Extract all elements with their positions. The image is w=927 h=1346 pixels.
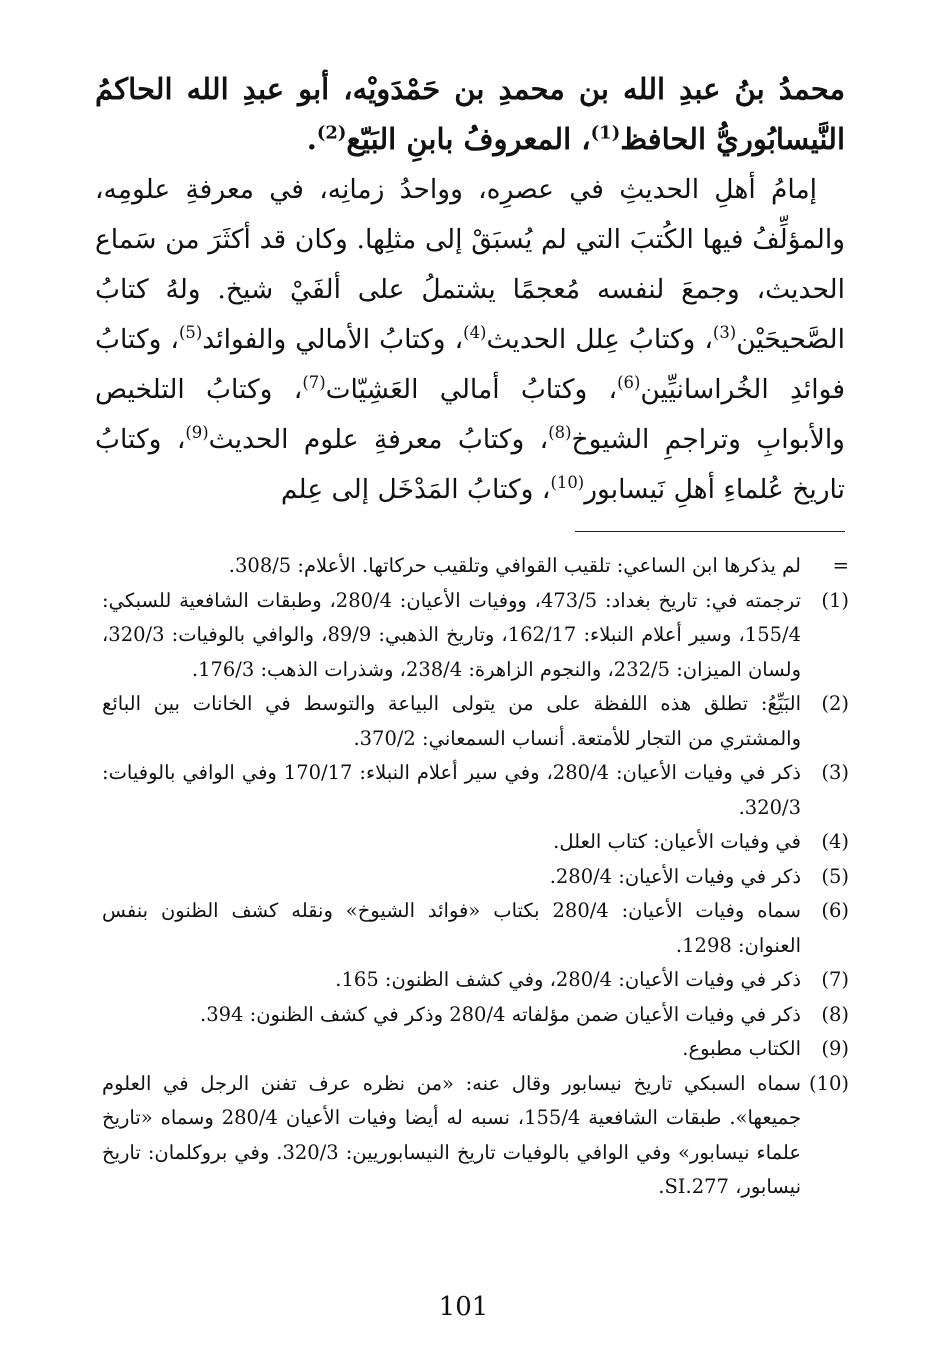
- footnote-text: الكتاب مطبوع.: [682, 1037, 801, 1060]
- footnote-number: (2): [821, 692, 849, 715]
- body-segment-3: ، وكتابُ الأمالي والفوائد: [202, 324, 464, 355]
- footnote-number: (4): [821, 830, 849, 853]
- footnote-ref-6: (6): [617, 373, 641, 393]
- body-segment-5: ، وكتابُ أمالي العَشِيّات: [325, 374, 618, 405]
- heading-line-2b: ، المعروفُ بابنِ البَيّع: [346, 122, 591, 156]
- footnote-ref-2: (2): [316, 122, 347, 144]
- footnote-continued: [102, 549, 849, 584]
- footnote-6: [102, 894, 849, 963]
- footnote-number: (3): [821, 761, 849, 784]
- page-number: 101: [438, 1292, 489, 1322]
- body-segment-1: إمامُ أهلِ الحديثِ في عصرِه، وواحدُ زمانِه، في معرفةِ علومِه، والمؤلِّفُ فيها الكُتبَ التي لم يُسبَقْ إلى مثلِها. وكان قد أكثَرَ من سَماع الحديث، وجمعَ لنفسه مُعجمًا يشتملُ على ألفَيْ شيخ. ولهُ كتابُ الصَّحيحَيْن: [95, 174, 845, 355]
- footnote-1: [102, 584, 849, 688]
- footnote-number: (1): [821, 588, 849, 612]
- footnote-text: ذكر في وفيات الأعيان: 280/4، وفي سير أعلام النبلاء: 170/17 وفي الوافي بالوفيات: 320/3.: [102, 761, 801, 819]
- body-segment-8: ، وكتابُ تاريخ عُلماءِ أهلِ نَيسابور: [95, 424, 845, 505]
- body-segment-9: ، وكتابُ المَدْخَل إلى عِلم: [280, 474, 551, 505]
- footnotes-list: [102, 549, 849, 1205]
- footnote-ref-4: (4): [463, 323, 487, 343]
- footnote-3: [102, 756, 849, 825]
- heading-line-2a: النَّيسابُوريُّ الحافظ: [620, 122, 845, 156]
- footnote-10: [102, 1067, 849, 1205]
- footnote-ref-10: (10): [550, 473, 585, 493]
- body-segment-2: ، وكتابُ عِلل الحديث: [486, 324, 713, 355]
- footnote-text: ذكر في وفيات الأعيان ضمن مؤلفاته 280/4 وذكر في كشف الظنون: 394.: [200, 1002, 801, 1026]
- footnote-text: سماه وفيات الأعيان: 280/4 بكتاب «فوائد الشيوخ» ونقله كشف الظنون بنفس العنوان: 1298.: [102, 899, 801, 957]
- footnote-ref-7: (7): [302, 373, 326, 393]
- heading-line-1: محمدُ بنُ عبدِ الله بن محمدِ بن حَمْدَويْه، أبو عبدِ الله الحاكمُ: [95, 72, 845, 106]
- footnote-2: [102, 687, 849, 756]
- footnote-number: (10): [808, 1071, 849, 1095]
- footnote-text: لم يذكرها ابن الساعي: تلقيب القوافي وتلقيب حركاتها. الأعلام: 308/5.: [228, 554, 801, 577]
- body-segment-6: ، وكتابُ التلخيص والأبوابِ وتراجمِ الشيوخ: [95, 374, 845, 455]
- footnote-number: (6): [821, 899, 849, 922]
- footnote-separator: [575, 531, 845, 532]
- footnote-ref-8: (8): [548, 423, 572, 443]
- footnote-text: البَيِّعُ: تطلق هذه اللفظة على من يتولى البياعة والتوسط في الخانات بين البائع والمشتري من التجار للأمتعة. أنساب السمعاني: 370/2.: [102, 692, 801, 750]
- footnote-text: ذكر في وفيات الأعيان: 280/4، وفي كشف الظنون: 165.: [335, 968, 801, 991]
- footnote-ref-1: (1): [590, 122, 621, 144]
- footnote-text: ذكر في وفيات الأعيان: 280/4.: [549, 864, 801, 888]
- biography-body: [95, 165, 845, 515]
- footnote-ref-3: (3): [712, 323, 737, 343]
- footnote-ref-5: (5): [178, 323, 203, 343]
- body-segment-7: ، وكتابُ معرفةِ علوم الحديث: [208, 424, 549, 455]
- footnote-text: في وفيات الأعيان: كتاب العلل.: [553, 830, 801, 853]
- footnote-7: [102, 963, 849, 998]
- footnote-number: (7): [821, 968, 849, 991]
- footnote-ref-9: (9): [185, 423, 209, 443]
- footnote-text: سماه السبكي تاريخ نيسابور وقال عنه: «من نظره عرف تفنن الرجل في العلوم جميعها». طبقات الشافعية 155/4، نسبه له أيضا وفيات الأعيان 280/4 وسماه «تاريخ علماء نيسابور» وفي الوافي بالوفيات تاريخ النيسابوريين: 320/3. وفي بروكلمان: تاريخ نيسابور، SI.277.: [102, 1071, 801, 1198]
- footnote-4: [102, 825, 849, 860]
- footnote-8: [102, 998, 849, 1033]
- footnote-number: (5): [821, 864, 849, 888]
- biography-heading: [95, 64, 845, 164]
- footnote-9: [102, 1032, 849, 1067]
- footnote-number: =: [832, 554, 849, 577]
- body-segment-4: ، وكتابُ فوائدِ الخُراسانيِّين: [95, 324, 845, 405]
- footnote-5: [102, 860, 849, 895]
- footnote-number: (9): [821, 1037, 849, 1060]
- footnote-text: ترجمته في: تاريخ بغداد: 473/5، ووفيات الأعيان: 280/4، وطبقات الشافعية للسبكي: 155/4، وسير أعلام النبلاء: 162/17، وتاريخ الذهبي: 89/9، والوافي بالوفيات: 320/3، ولسان الميزان: 232/5، والنجوم الزاهرة: 238/4، وشذرات الذهب: 176/3.: [102, 588, 801, 681]
- heading-line-2c: .: [306, 122, 317, 156]
- footnote-number: (8): [821, 1002, 849, 1026]
